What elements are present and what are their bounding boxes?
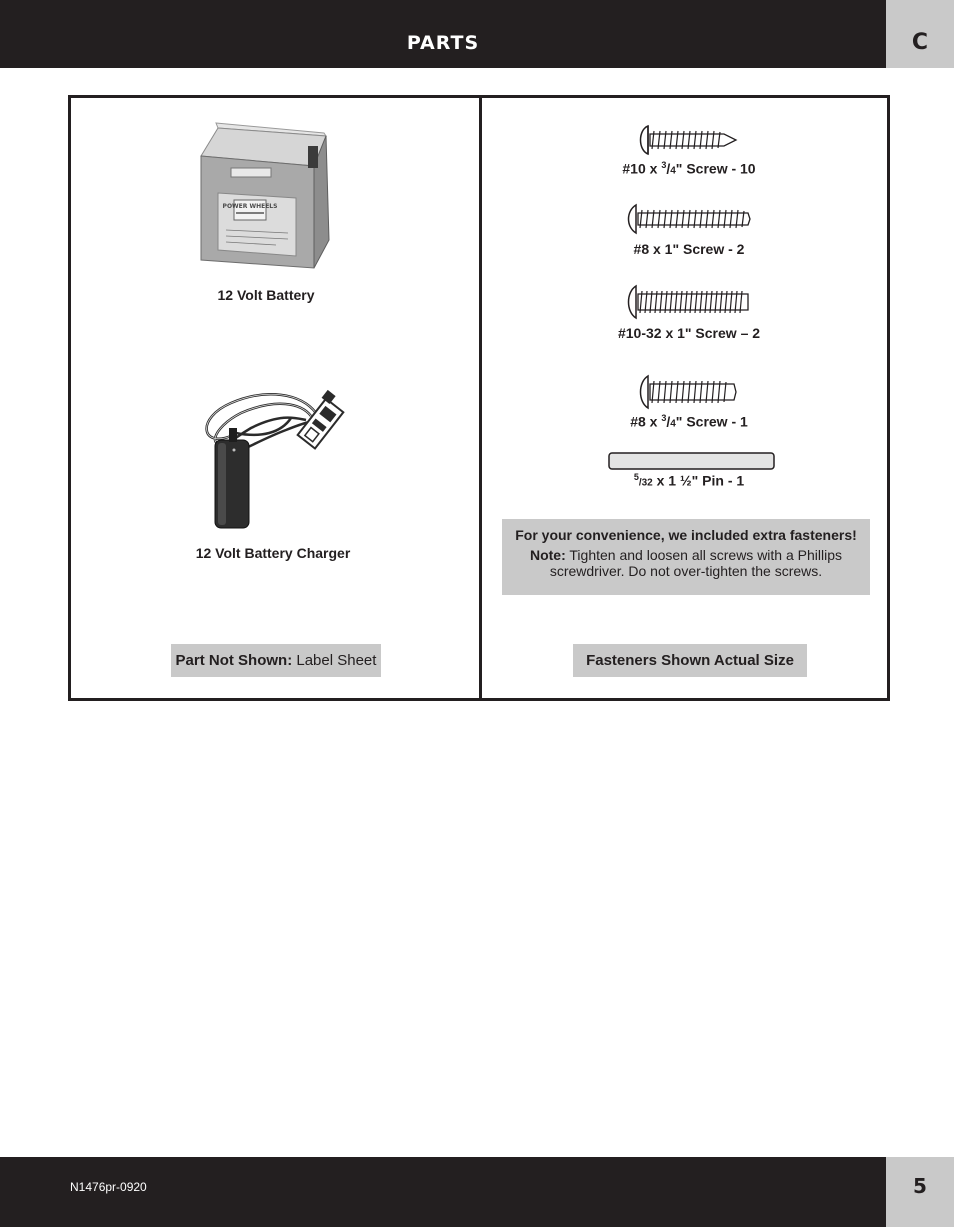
screw-10-3-4-caption: #10 x $^3$/4" Screw - 10 — [622, 160, 756, 177]
extra-fasteners-note-box — [502, 519, 870, 595]
note-heading: For your convenience, we included extra fasteners! — [515, 527, 857, 543]
screw-8-3-4-illustration — [636, 372, 741, 412]
screw-10-3-4-illustration — [636, 120, 741, 160]
battery-logo-text: POWER WHEELS — [222, 203, 278, 210]
screw-8-3-4-caption: #8 x $^3$/4" Screw - 1 — [630, 413, 748, 430]
section-letter-tab: C — [886, 0, 954, 68]
part-not-shown-value: Label Sheet — [296, 652, 377, 669]
screw-8-1-illustration — [624, 201, 754, 237]
screw-10-32-1-illustration — [624, 282, 754, 322]
part-not-shown-label: Part Not Shown: — [175, 652, 293, 669]
charger-caption: 12 Volt Battery Charger — [195, 545, 351, 561]
battery-illustration — [196, 118, 336, 273]
parts-panel — [68, 95, 890, 701]
part-not-shown-box — [171, 644, 381, 677]
pin-illustration — [608, 451, 776, 471]
actual-size-box — [573, 644, 807, 677]
note-text-2: screwdriver. Do not over-tighten the screws. — [549, 563, 823, 579]
battery-caption: 12 Volt Battery — [217, 287, 315, 303]
pin-caption: $^5$/32 x 1 ½" Pin - 1 — [633, 472, 745, 489]
charger-illustration — [191, 388, 366, 533]
screw-8-1-caption: #8 x 1" Screw - 2 — [633, 241, 745, 257]
note-line-1 — [502, 547, 870, 563]
page-number: 5 — [886, 1157, 954, 1227]
screw-10-32-1-caption: #10-32 x 1" Screw – 2 — [617, 325, 761, 341]
actual-size-label: Fasteners Shown Actual Size — [586, 652, 794, 669]
column-divider — [479, 98, 482, 698]
document-code: N1476pr-0920 — [70, 1180, 147, 1194]
note-label: Note: — [529, 547, 566, 563]
note-text-1: Tighten and loosen all screws with a Phillips — [569, 547, 843, 563]
page-title: PARTS — [406, 32, 480, 54]
